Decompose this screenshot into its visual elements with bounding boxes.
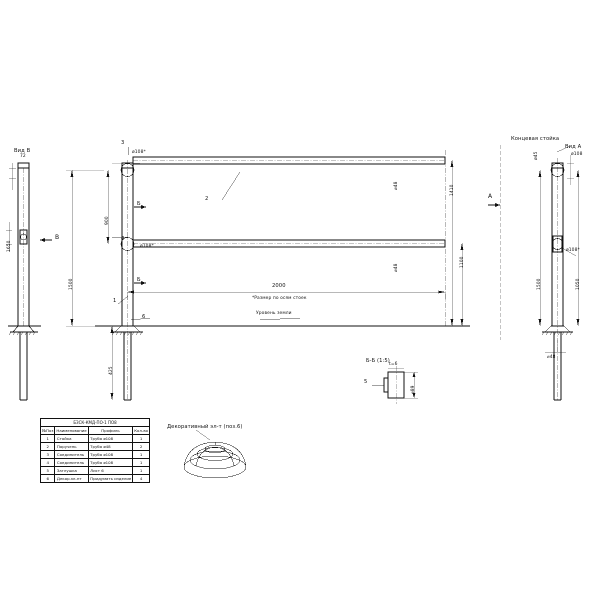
spec-cell-qty: 4 (133, 475, 150, 483)
dim-1410: 1410 (450, 184, 455, 196)
label-view-v: Вид В (14, 148, 31, 154)
dim-1500-right: 1500 (537, 278, 542, 290)
spec-cell-pos: 5 (41, 467, 55, 475)
spec-cell-name: Соединитель (55, 451, 88, 459)
spec-header-1: Наименование (56, 428, 87, 433)
spec-cell-qty: 1 (133, 467, 150, 475)
callout-pos4: 4 (121, 236, 125, 242)
dim-1500-left: 1500 (69, 278, 74, 290)
dim-pipe-mid: ø108* (140, 244, 154, 249)
dim-left-72: 72 (20, 154, 26, 159)
spec-cell-profile: Труба ⌀108 (88, 451, 133, 459)
arrow-label-b: В (55, 234, 60, 241)
spec-cell-qty: 1 (133, 435, 150, 443)
spec-cell-pos: 6 (41, 475, 55, 483)
table-row (41, 443, 150, 451)
spec-header-0: №Поз (42, 428, 54, 433)
spec-cell-pos: 3 (41, 451, 55, 459)
dim-108-right: ø108 (571, 152, 583, 157)
label-end-post: Концевая стойка (511, 136, 560, 142)
spec-cell-profile: Труба ⌀108 (88, 459, 133, 467)
spec-cell-name: Соединитель (55, 459, 88, 467)
dim-rail-top: ⌀48 (394, 181, 399, 190)
table-row (41, 459, 150, 467)
spec-cell-pos: 4 (41, 459, 55, 467)
spec-header-3: Кол-во (134, 428, 148, 433)
note-span: *Размер по осям стоек (252, 296, 307, 301)
table-row (41, 435, 150, 443)
table-row (41, 467, 150, 475)
callout-pos5: 5 (364, 379, 368, 385)
table-row (41, 451, 150, 459)
callout-pos1: 1 (113, 298, 117, 304)
dim-45: ø45 (534, 151, 539, 160)
dim-900: 900 (105, 216, 110, 225)
spec-cell-profile: Труба ⌀48 (88, 443, 133, 451)
callout-pos6: 6 (142, 314, 146, 320)
spec-cell-qty: 2 (133, 443, 150, 451)
dim-pipe-end-mid: ø108* (566, 248, 580, 253)
arrow-label-a: А (488, 193, 493, 200)
note-ground-level: Уровень земли (256, 311, 292, 316)
specification-table (40, 418, 150, 483)
spec-header-2: Профиль (88, 427, 133, 435)
dim-89: ⌀89 (411, 385, 416, 394)
dim-425-left: 425 (109, 366, 114, 375)
label-section-bb: Б-Б (1:5) (366, 358, 390, 364)
spec-title: БЗСК-КМД-ПО-1 ПО8 (41, 419, 150, 427)
dim-pipe-top: ø108* (132, 150, 146, 155)
section-mark-b-bottom: Б (137, 277, 141, 283)
dim-left-1650: 1650 (7, 240, 12, 252)
dim-48-right: ⌀48 (547, 355, 556, 360)
dim-rail-mid: ⌀48 (394, 263, 399, 272)
spec-cell-name: Стойка (55, 435, 88, 443)
spec-cell-name: Поручень (55, 443, 88, 451)
spec-cell-pos: 2 (41, 443, 55, 451)
dim-t6: t=6 (389, 362, 398, 367)
dim-span: 2000 (272, 283, 286, 289)
label-view-a: Вид А (565, 144, 582, 150)
spec-cell-profile: Лист 6 (88, 467, 133, 475)
table-row (41, 475, 150, 483)
spec-cell-qty: 1 (133, 459, 150, 467)
label-decor-element: Декоративный эл-т (поз.6) (167, 424, 243, 430)
spec-cell-name: Заглушка (55, 467, 88, 475)
spec-cell-profile: Труба ⌀108 (88, 435, 133, 443)
spec-cell-name: Декор.эл-нт (55, 475, 88, 483)
spec-cell-qty: 1 (133, 451, 150, 459)
section-mark-b-top: Б (137, 201, 141, 207)
dim-1100: 1100 (460, 256, 465, 268)
callout-pos3: 3 (121, 140, 125, 146)
spec-cell-pos: 1 (41, 435, 55, 443)
dim-1050: 1050 (576, 278, 581, 290)
spec-cell-profile: Придумать изделие (90, 476, 132, 481)
callout-pos2: 2 (205, 196, 209, 202)
